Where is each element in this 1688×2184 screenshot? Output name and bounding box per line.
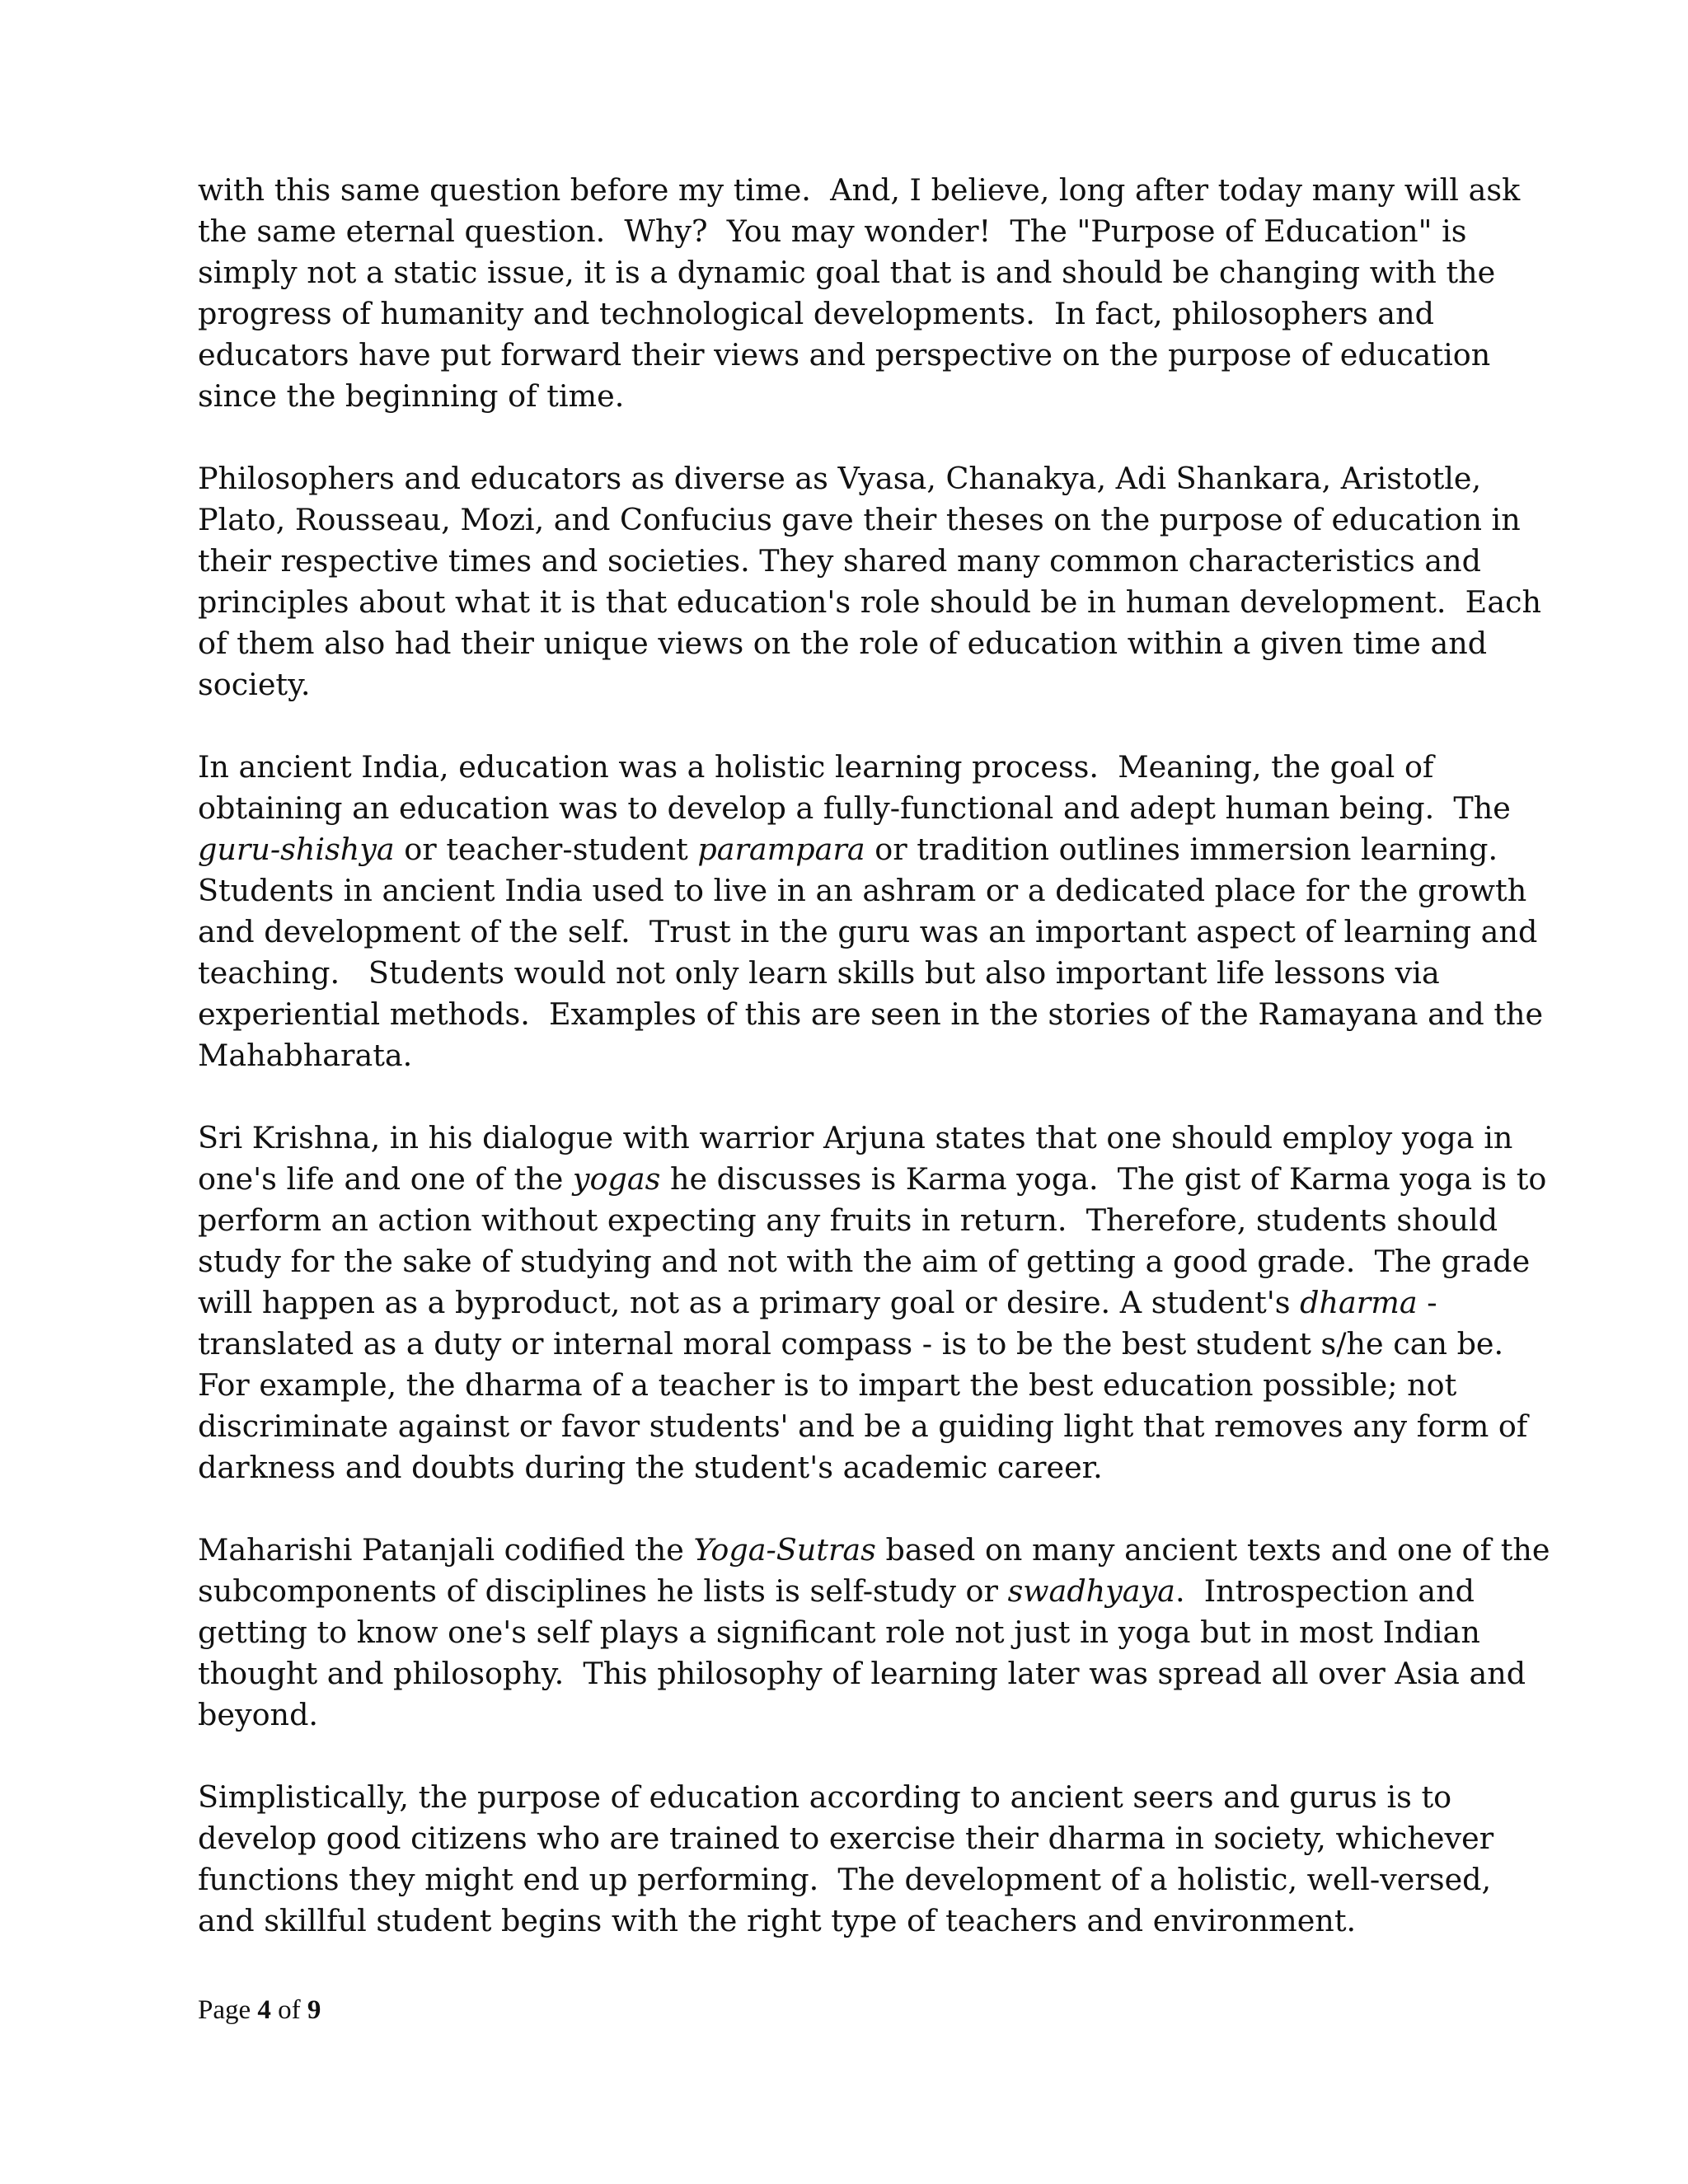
page-of-label: of [270, 1995, 307, 2025]
text-line [198, 541, 1500, 582]
text-run: thought and philosophy. This philosophy of learning later was spread all over Asia and [198, 1656, 1526, 1691]
text-run: or teacher-student [394, 832, 698, 867]
text-line [198, 747, 1500, 788]
text-line [198, 1859, 1500, 1900]
text-line [198, 664, 1500, 705]
text-run: simply not a static issue, it is a dynamic goal that is and should be changing with the [198, 255, 1496, 290]
text-line [198, 335, 1500, 376]
text-run: of them also had their unique views on the role of education within a given time and [198, 626, 1488, 661]
text-run: . Introspection and [1175, 1573, 1475, 1609]
text-run: Philosophers and educators as diverse as Vyasa, Chanakya, Adi Shankara, Aristotle, [198, 461, 1482, 496]
text-run: translated as a duty or internal moral compass - is to be the best student s/he can be. [198, 1326, 1504, 1361]
text-run: or tradition outlines immersion learning. [865, 832, 1498, 867]
paragraph [198, 1777, 1500, 1942]
text-line [198, 1571, 1500, 1612]
paragraph [198, 170, 1521, 417]
paragraph [198, 1530, 1550, 1736]
italic-term: yogas [572, 1161, 661, 1197]
text-line [198, 1818, 1500, 1859]
italic-term: dharma [1300, 1285, 1418, 1320]
text-run: Simplistically, the purpose of education according to ancient seers and gurus is to [198, 1779, 1452, 1815]
text-line [198, 293, 1500, 335]
text-run: Maharishi Patanjali codified the [198, 1532, 694, 1568]
text-run: study for the sake of studying and not with the aim of getting a good grade. The grade [198, 1244, 1531, 1279]
text-line [198, 211, 1500, 252]
text-line [198, 1365, 1500, 1406]
text-line [198, 912, 1538, 953]
text-line [198, 582, 1542, 623]
text-line [198, 1900, 1500, 1942]
text-run: one's life and one of the [198, 1161, 573, 1197]
text-run: educators have put forward their views and perspective on the purpose of education [198, 337, 1491, 373]
text-run: their respective times and societies. They shared many common characteristics and [198, 543, 1482, 579]
text-run: Students in ancient India used to live in an ashram or a dedicated place for the growth [198, 873, 1527, 908]
text-run: For example, the dharma of a teacher is to impart the best education possible; not [198, 1367, 1457, 1403]
current-page-number: 4 [257, 1995, 271, 2025]
paragraph [198, 747, 1544, 1076]
text-line [198, 1694, 1500, 1736]
text-line [198, 499, 1521, 541]
text-run: and skillful student begins with the right type of teachers and environment. [198, 1903, 1357, 1938]
text-run: In ancient India, education was a holistic learning process. Meaning, the goal of [198, 749, 1434, 785]
document-body [198, 170, 1550, 1983]
text-line [198, 252, 1500, 293]
text-run: experiential methods. Examples of this are seen in the stories of the Ramayana and the [198, 996, 1544, 1032]
text-line [198, 829, 1500, 870]
italic-term: parampara [697, 832, 865, 867]
italic-term: guru-shishya [198, 832, 395, 867]
text-run: functions they might end up performing. The development of a holistic, well-versed, [198, 1862, 1492, 1897]
text-line [198, 953, 1500, 994]
text-line [198, 994, 1544, 1035]
text-line [198, 1530, 1550, 1571]
text-line [198, 170, 1521, 211]
text-line [198, 1777, 1500, 1818]
text-run: darkness and doubts during the student's academic career. [198, 1450, 1103, 1485]
text-line [198, 1159, 1547, 1200]
text-run: subcomponents of disciplines he lists is self-study or [198, 1573, 1008, 1609]
text-run: discriminate against or favor students' and be a guiding light that removes any form of [198, 1408, 1528, 1444]
text-run: and development of the self. Trust in the guru was an important aspect of learning and [198, 914, 1538, 949]
page-label: Page [198, 1995, 258, 2025]
text-line [198, 623, 1500, 664]
text-run: beyond. [198, 1697, 319, 1732]
text-line [198, 788, 1511, 829]
text-run: Sri Krishna, in his dialogue with warrior Arjuna states that one should employ yoga in [198, 1120, 1513, 1155]
text-line [198, 1612, 1500, 1653]
text-line [198, 1447, 1500, 1488]
text-line [198, 1406, 1528, 1447]
text-run: progress of humanity and technological developments. In fact, philosophers and [198, 296, 1434, 331]
italic-term: swadhyaya [1007, 1573, 1175, 1609]
text-run: Plato, Rousseau, Mozi, and Confucius gave their theses on the purpose of education in [198, 502, 1521, 537]
text-line [198, 1118, 1513, 1159]
text-run: getting to know one's self plays a significant role not just in yoga but in most Indian [198, 1615, 1480, 1650]
text-run: principles about what it is that education's role should be in human development. Each [198, 584, 1542, 620]
text-run: Mahabharata. [198, 1038, 413, 1073]
text-run: - [1417, 1285, 1437, 1320]
text-line [198, 1282, 1500, 1324]
text-run: develop good citizens who are trained to exercise their dharma in society, whichever [198, 1821, 1494, 1856]
text-line [198, 1035, 1500, 1076]
text-run: obtaining an education was to develop a fully-functional and adept human being. The [198, 790, 1511, 826]
text-line [198, 1324, 1504, 1365]
text-line [198, 1653, 1526, 1694]
italic-term: Yoga-Sutras [693, 1532, 876, 1568]
text-run: society. [198, 667, 311, 702]
text-run: based on many ancient texts and one of the [875, 1532, 1550, 1568]
total-pages-number: 9 [307, 1995, 321, 2025]
paragraph [198, 1118, 1547, 1488]
text-run: perform an action without expecting any fruits in return. Therefore, students should [198, 1202, 1498, 1238]
text-run: the same eternal question. Why? You may wonder! The "Purpose of Education" is [198, 213, 1467, 249]
text-run: teaching. Students would not only learn skills but also important life lessons via [198, 955, 1440, 991]
text-line [198, 870, 1527, 912]
text-run: he discusses is Karma yoga. The gist of Karma yoga is to [660, 1161, 1547, 1197]
text-run: since the beginning of time. [198, 378, 625, 414]
text-run: with this same question before my time. And, I believe, long after today many will ask [198, 172, 1521, 208]
paragraph [198, 458, 1542, 705]
page-footer [198, 1994, 321, 2027]
text-line [198, 458, 1500, 499]
text-run: will happen as a byproduct, not as a primary goal or desire. A student's [198, 1285, 1301, 1320]
text-line [198, 1241, 1531, 1282]
text-line [198, 376, 1500, 417]
text-line [198, 1200, 1500, 1241]
